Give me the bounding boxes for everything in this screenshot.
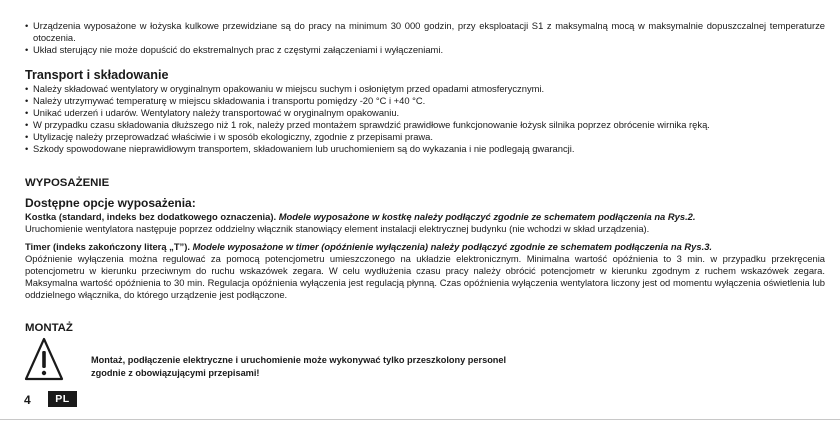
page-number: 4 (24, 393, 31, 407)
option-title-text: Kostka (standard, indeks bez dodatkowego oznaczenia). (25, 211, 277, 222)
list-item: • W przypadku czasu składowania dłuższego niż 1 rok, należy przed montażem sprawdzić prawidłowe funkcjonowanie łożysk silnika poprzez obrócenie wirnika ręką. (25, 119, 825, 131)
list-item: • Należy utrzymywać temperaturę w miejscu składowania i transportu pomiędzy -20 °C i +40 °C. (25, 95, 825, 107)
bottom-divider (0, 419, 840, 420)
warning-line: zgodnie z obowiązującymi przepisami! (91, 368, 260, 378)
option-body: Uruchomienie wentylatora następuje poprzez oddzielny włącznik stanowiący element instalacji elektrycznej budynku (nie wchodzi w skład urządzenia). (25, 223, 650, 235)
option-block-kostka (25, 211, 825, 235)
intro-bullet-list (25, 20, 825, 56)
option-title (25, 241, 825, 253)
language-badge: PL (48, 391, 77, 407)
option-title-text: Timer (indeks zakończony literą „T”). (25, 241, 190, 252)
warning-line: Montaż, podłączenie elektryczne i uruchomienie może wykonywać tylko przeszkolony personel (91, 355, 507, 365)
mounting-heading: MONTAŻ (25, 322, 73, 334)
equipment-heading: WYPOSAŻENIE (25, 177, 110, 189)
list-item: • Unikać uderzeń i udarów. Wentylatory należy transportować w oryginalnym opakowaniu. (25, 107, 825, 119)
option-title (25, 211, 825, 223)
warning-triangle-icon (24, 337, 64, 383)
list-item: • Utylizację należy przeprowadzać właściwie i w sposób ekologiczny, zgodnie z przepisami prawa. (25, 131, 825, 143)
transport-heading: Transport i składowanie (25, 68, 169, 82)
list-item: • Urządzenia wyposażone w łożyska kulkowe przewidziane są do pracy na minimum 30 000 godzin, przy eksploatacji S1 z maksymalną mocą w maksymalnie dopuszczalnej temperaturze otoczenia. (25, 20, 825, 44)
transport-bullet-list (25, 83, 825, 156)
list-item: • Należy składować wentylatory w oryginalnym opakowaniu w miejscu suchym i osłoniętym przed opadami atmosferycznymi. (25, 83, 825, 95)
mounting-warning-text (91, 354, 506, 380)
option-body: Opóźnienie wyłączenia można regulować za pomocą potencjometru umieszczonego na układzie elektronicznym. Minimalna wartość opóźnienia to 3 min. w przypadku przekręcenia potencjometru w kierunku przeciwnym do ruchu wskazówek zegara. W celu wydłużenia czasu pracy należy obrócić potencjometr w kierunku zgodnym z ruchem wskazówek zegara. Maksymalna wartość opóźnienia to 30 min. Regulacja opóźnienia wyłączenia jest regulacją płynną. Czas opóźnienia wyłączenia wentylatora liczony jest od momentu wyłączenia oświetlenia lub oddzielnego włącznika, do którego urządzenie jest podłączone. (25, 253, 825, 301)
option-title-italic: Modele wyposażone w timer (opóźnienie wyłączenia) należy podłączyć zgodnie ze schematem podłączenia na Rys.3. (192, 241, 713, 252)
option-block-timer (25, 241, 825, 301)
option-title-italic: Modele wyposażone w kostkę należy podłączyć zgodnie ze schematem podłączenia na Rys.2. (278, 211, 696, 222)
list-item: • Układ sterujący nie może dopuścić do ekstremalnych prac z częstymi załączeniami i wyłączeniami. (25, 44, 825, 56)
equipment-options-subheading: Dostępne opcje wyposażenia: (25, 196, 196, 210)
list-item: • Szkody spowodowane nieprawidłowym transportem, składowaniem lub uruchomieniem są do wykazania i nie podlegają gwarancji. (25, 143, 825, 155)
